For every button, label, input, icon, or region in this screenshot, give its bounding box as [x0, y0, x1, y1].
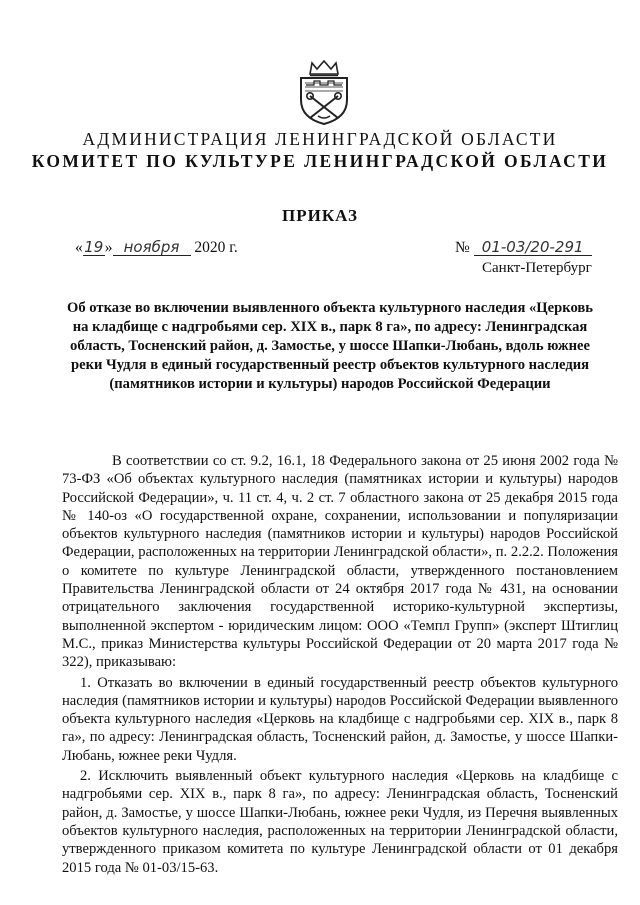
- order-item-1: 1. Отказать во включении в единый государственный реестр объектов культурного наследия (памятников истории и культуры) народов Российской Федерации выявленного объекта культурного наследия «Церковь на кладбище с надгробьями сер. XIX в., парк 8 га», по адресу: Ленинградская область, Тосненский район, д. Замостье, у шоссе Шапки-Любань, южнее реки Чудля.: [62, 674, 618, 764]
- number-prefix: №: [455, 239, 474, 256]
- committee-name: КОМИТЕТ ПО КУЛЬТУРЕ ЛЕНИНГРАДСКОЙ ОБЛАСТИ: [31, 151, 609, 171]
- organization-name: АДМИНИСТРАЦИЯ ЛЕНИНГРАДСКОЙ ОБЛАСТИ: [82, 129, 558, 149]
- date-quote-close: »: [104, 239, 113, 256]
- preamble-paragraph: В соответствии со ст. 9.2, 16.1, 18 Федерального закона от 25 июня 2002 года № 73-ФЗ «Об объектах культурного наследия (памятниках истории и культуры) народов Российской Федерации», ч. 11 ст. 4, ч. 2 ст. 7 областного закона от 25 декабря 2015 года № 140-оз «О государственной охране, сохранении, использовании и популяризации объектов культурного наследия (памятников истории и культуры) народов Российской Федерации, расположенных на территории Ленинградской области», п. 2.2.2. Положения о комитете по культуре Ленинградской области, утвержденного постановлением Правительства Ленинградской области от 24 октября 2017 года № 431, на основании отрицательного заключения государственной историко-культурной экспертизы, выполненной экспертом - юридическим лицом: ООО «Темпл Групп» (эксперт Штиглиц М.С., приказ Министерства культуры Российской Федерации от 20 марта 2017 года № 322), приказываю:: [62, 453, 618, 671]
- date-day-handwritten: 19: [84, 238, 104, 256]
- document-body: [62, 452, 618, 879]
- date-month-handwritten: ноября: [113, 239, 191, 256]
- coat-of-arms-emblem: [296, 60, 352, 126]
- order-subject: Об отказе во включении выявленного объекта культурного наследия «Церковь на кладбище с надгробьями сер. XIX в., парк 8 га», по адресу: Ленинградская область, Тосненский район, д. Замостье, у шоссе Шапки-Любань, вдоль южнее реки Чудля в единый государственный реестр объектов культурного наследия (памятников истории и культуры) народов Российской Федерации: [67, 300, 593, 392]
- number-handwritten: 01-03/20-291: [474, 239, 592, 256]
- city-name: Санкт-Петербург: [482, 260, 592, 276]
- order-item-2: 2. Исключить выявленный объект культурного наследия «Церковь на кладбище с надгробьями сер. XIX в., парк 8 га», по адресу: Ленинградская область, Тосненский район, д. Замостье, у шоссе Шапки-Любань, южнее реки Чудля, из Перечня выявленных объектов культурного наследия, расположенных на территории Ленинградской области, утвержденного приказом комитета по культуре Ленинградской области от 01 декабря 2015 года № 01-03/15-63.: [62, 768, 618, 876]
- date-year: 2020 г.: [190, 239, 238, 256]
- document-title: ПРИКАЗ: [282, 206, 358, 225]
- order-date: [75, 239, 238, 257]
- order-number: [455, 239, 592, 257]
- date-quote-open: «: [75, 239, 83, 256]
